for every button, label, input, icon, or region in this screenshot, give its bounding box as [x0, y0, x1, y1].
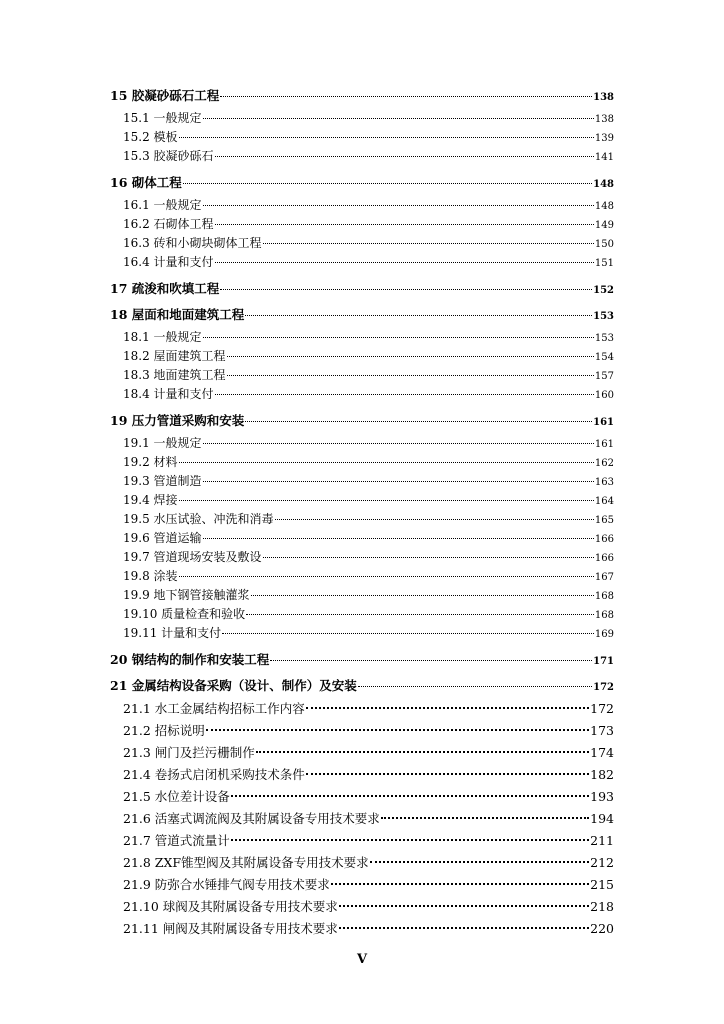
toc-section-entry[interactable] [110, 919, 614, 941]
toc-entry-page: 193 [590, 789, 614, 804]
toc-chapter-entry[interactable] [110, 305, 614, 324]
dot-leader [231, 839, 589, 841]
toc-entry-page: 151 [594, 258, 614, 269]
toc-entry-label: 21 金属结构设备采购（设计、制作）及安装 [110, 678, 357, 693]
toc-entry-label: 19.7 管道现场安装及敷设 [123, 550, 262, 564]
dot-leader [203, 118, 594, 119]
toc-entry-page: 172 [590, 701, 614, 716]
toc-entry-label: 16.1 一般规定 [123, 198, 202, 212]
toc-entry-label: 21.4 卷扬式启闭机采购技术条件 [123, 767, 305, 782]
toc-entry-page: 152 [593, 285, 614, 296]
dot-leader [331, 883, 589, 885]
toc-entry-page: 171 [593, 656, 614, 667]
toc-section-entry[interactable] [110, 809, 614, 831]
toc-entry-page: 166 [594, 553, 614, 564]
toc-entry-page: 211 [590, 833, 614, 848]
toc-entry-page: 141 [594, 152, 614, 163]
toc-entry-page: 148 [593, 179, 614, 190]
toc-entry-label: 19.9 地下钢管接触灌浆 [123, 588, 250, 602]
toc-entry-label: 16 砌体工程 [110, 175, 182, 190]
toc-entry-label: 19.8 涂装 [123, 569, 178, 583]
toc-entry-page: 138 [593, 92, 614, 103]
toc-section-entry[interactable] [110, 897, 614, 919]
dot-leader [215, 394, 594, 395]
toc-entry-label: 15.1 一般规定 [123, 111, 202, 125]
toc-chapter-entry[interactable] [110, 650, 614, 669]
toc-chapter-entry[interactable] [110, 86, 614, 105]
dot-leader [381, 817, 589, 819]
toc-entry-page: 138 [594, 114, 614, 125]
dot-leader [245, 315, 592, 316]
toc-entry-label: 19 压力管道采购和安装 [110, 413, 245, 428]
dot-leader [206, 729, 589, 731]
dot-leader [220, 96, 592, 97]
dot-leader [222, 633, 594, 634]
toc-section-entry[interactable] [110, 385, 614, 404]
dot-leader [246, 614, 594, 615]
toc-entry-label: 21.7 管道式流量计 [123, 833, 230, 848]
toc-entry-label: 18 屋面和地面建筑工程 [110, 307, 245, 322]
toc-entry-page: 161 [594, 439, 614, 450]
toc-entry-page: 160 [594, 390, 614, 401]
dot-leader [203, 443, 594, 444]
dot-leader [370, 861, 590, 863]
toc-section-entry[interactable] [110, 586, 614, 605]
toc-entry-label: 16.2 石砌体工程 [123, 217, 214, 231]
toc-entry-label: 15.3 胶凝砂砾石 [123, 149, 214, 163]
toc-section-entry[interactable] [110, 624, 614, 643]
toc-entry-page: 215 [590, 877, 614, 892]
toc-entry-page: 220 [590, 921, 614, 936]
dot-leader [183, 183, 592, 184]
toc-section-entry[interactable] [110, 147, 614, 166]
toc-section-entry[interactable] [110, 491, 614, 510]
dot-leader [263, 243, 594, 244]
toc-entry-page: 161 [593, 417, 614, 428]
toc-section-entry[interactable] [110, 453, 614, 472]
toc-section-entry[interactable] [110, 253, 614, 272]
toc-entry-label: 21.10 球阀及其附属设备专用技术要求 [123, 899, 338, 914]
dot-leader [215, 262, 594, 263]
toc-section-entry[interactable] [110, 366, 614, 385]
toc-chapter-entry[interactable] [110, 279, 614, 298]
toc-section-entry[interactable] [110, 196, 614, 215]
toc-chapter-entry[interactable] [110, 676, 614, 695]
toc-entry-page: 194 [590, 811, 614, 826]
toc-chapter-entry[interactable] [110, 173, 614, 192]
toc-entry-page: 162 [594, 458, 614, 469]
toc-section-entry[interactable] [110, 721, 614, 743]
toc-entry-label: 21.11 闸阀及其附属设备专用技术要求 [123, 921, 338, 936]
dot-leader [256, 751, 589, 753]
toc-section-entry[interactable] [110, 215, 614, 234]
dot-leader [306, 773, 589, 775]
toc-entry-label: 21.5 水位差计设备 [123, 789, 230, 804]
toc-section-entry[interactable] [110, 548, 614, 567]
dot-leader [215, 224, 594, 225]
dot-leader [231, 795, 589, 797]
dot-leader [179, 576, 594, 577]
toc-section-entry[interactable] [110, 743, 614, 765]
table-of-contents [110, 86, 614, 941]
dot-leader [227, 375, 594, 376]
dot-leader [270, 660, 592, 661]
toc-entry-label: 21.2 招标说明 [123, 723, 205, 738]
toc-entry-page: 164 [594, 496, 614, 507]
toc-entry-label: 19.1 一般规定 [123, 436, 202, 450]
dot-leader [358, 686, 592, 687]
dot-leader [227, 356, 594, 357]
toc-entry-label: 21.6 活塞式调流阀及其附属设备专用技术要求 [123, 811, 380, 826]
toc-entry-label: 15.2 模板 [123, 130, 178, 144]
dot-leader [220, 289, 592, 290]
toc-section-entry[interactable] [110, 765, 614, 787]
toc-entry-label: 21.9 防弥合水锤排气阀专用技术要求 [123, 877, 330, 892]
toc-entry-label: 15 胶凝砂砾石工程 [110, 88, 220, 103]
toc-entry-page: 212 [590, 855, 614, 870]
dot-leader [306, 707, 589, 709]
toc-entry-page: 182 [590, 767, 614, 782]
toc-section-entry[interactable] [110, 875, 614, 897]
toc-section-entry[interactable] [110, 109, 614, 128]
toc-section-entry[interactable] [110, 510, 614, 529]
toc-entry-page: 157 [594, 371, 614, 382]
dot-leader [275, 519, 594, 520]
toc-section-entry[interactable] [110, 234, 614, 253]
toc-entry-label: 20 钢结构的制作和安装工程 [110, 652, 270, 667]
toc-entry-label: 21.1 水工金属结构招标工作内容 [123, 701, 305, 716]
toc-section-entry[interactable] [110, 434, 614, 453]
dot-leader [203, 538, 594, 539]
toc-entry-page: 167 [594, 572, 614, 583]
toc-section-entry[interactable] [110, 605, 614, 624]
toc-entry-label: 19.2 材料 [123, 455, 178, 469]
toc-entry-page: 173 [590, 723, 614, 738]
toc-entry-label: 21.8 ZXF锥型阀及其附属设备专用技术要求 [123, 855, 369, 870]
toc-section-entry[interactable] [110, 472, 614, 491]
toc-entry-page: 153 [594, 333, 614, 344]
dot-leader [179, 500, 594, 501]
toc-section-entry[interactable] [110, 699, 614, 721]
toc-entry-label: 19.6 管道运输 [123, 531, 202, 545]
toc-entry-page: 150 [594, 239, 614, 250]
toc-entry-label: 17 疏浚和吹填工程 [110, 281, 220, 296]
toc-entry-label: 19.11 计量和支付 [123, 626, 222, 640]
toc-entry-label: 18.4 计量和支付 [123, 387, 214, 401]
toc-section-entry[interactable] [110, 853, 614, 875]
toc-entry-label: 21.3 闸门及拦污栅制作 [123, 745, 255, 760]
toc-entry-label: 19.5 水压试验、冲洗和消毒 [123, 512, 274, 526]
toc-section-entry[interactable] [110, 128, 614, 147]
toc-section-entry[interactable] [110, 328, 614, 347]
toc-entry-page: 168 [594, 610, 614, 621]
toc-entry-label: 18.2 屋面建筑工程 [123, 349, 226, 363]
toc-entry-page: 139 [594, 133, 614, 144]
toc-entry-label: 19.10 质量检查和验收 [123, 607, 246, 621]
toc-entry-page: 153 [593, 311, 614, 322]
toc-entry-page: 174 [590, 745, 614, 760]
toc-entry-page: 218 [590, 899, 614, 914]
toc-entry-label: 18.1 一般规定 [123, 330, 202, 344]
dot-leader [251, 595, 594, 596]
toc-section-entry[interactable] [110, 567, 614, 586]
toc-entry-label: 18.3 地面建筑工程 [123, 368, 226, 382]
toc-entry-page: 154 [594, 352, 614, 363]
dot-leader [203, 337, 594, 338]
toc-entry-page: 165 [594, 515, 614, 526]
dot-leader [179, 462, 594, 463]
dot-leader [263, 557, 594, 558]
toc-entry-label: 19.4 焊接 [123, 493, 178, 507]
page-number: V [356, 952, 368, 967]
toc-entry-page: 172 [593, 682, 614, 693]
toc-entry-page: 169 [594, 629, 614, 640]
toc-section-entry[interactable] [110, 347, 614, 366]
toc-section-entry[interactable] [110, 529, 614, 548]
toc-section-entry[interactable] [110, 831, 614, 853]
dot-leader [215, 156, 594, 157]
dot-leader [339, 905, 589, 907]
toc-entry-label: 19.3 管道制造 [123, 474, 202, 488]
dot-leader [179, 137, 594, 138]
dot-leader [339, 927, 589, 929]
toc-entry-label: 16.3 砖和小砌块砌体工程 [123, 236, 262, 250]
dot-leader [203, 481, 594, 482]
toc-entry-page: 168 [594, 591, 614, 602]
toc-entry-page: 163 [594, 477, 614, 488]
toc-section-entry[interactable] [110, 787, 614, 809]
toc-entry-page: 149 [594, 220, 614, 231]
dot-leader [245, 421, 592, 422]
toc-entry-label: 16.4 计量和支付 [123, 255, 214, 269]
toc-chapter-entry[interactable] [110, 411, 614, 430]
dot-leader [203, 205, 594, 206]
toc-entry-page: 148 [594, 201, 614, 212]
toc-entry-page: 166 [594, 534, 614, 545]
